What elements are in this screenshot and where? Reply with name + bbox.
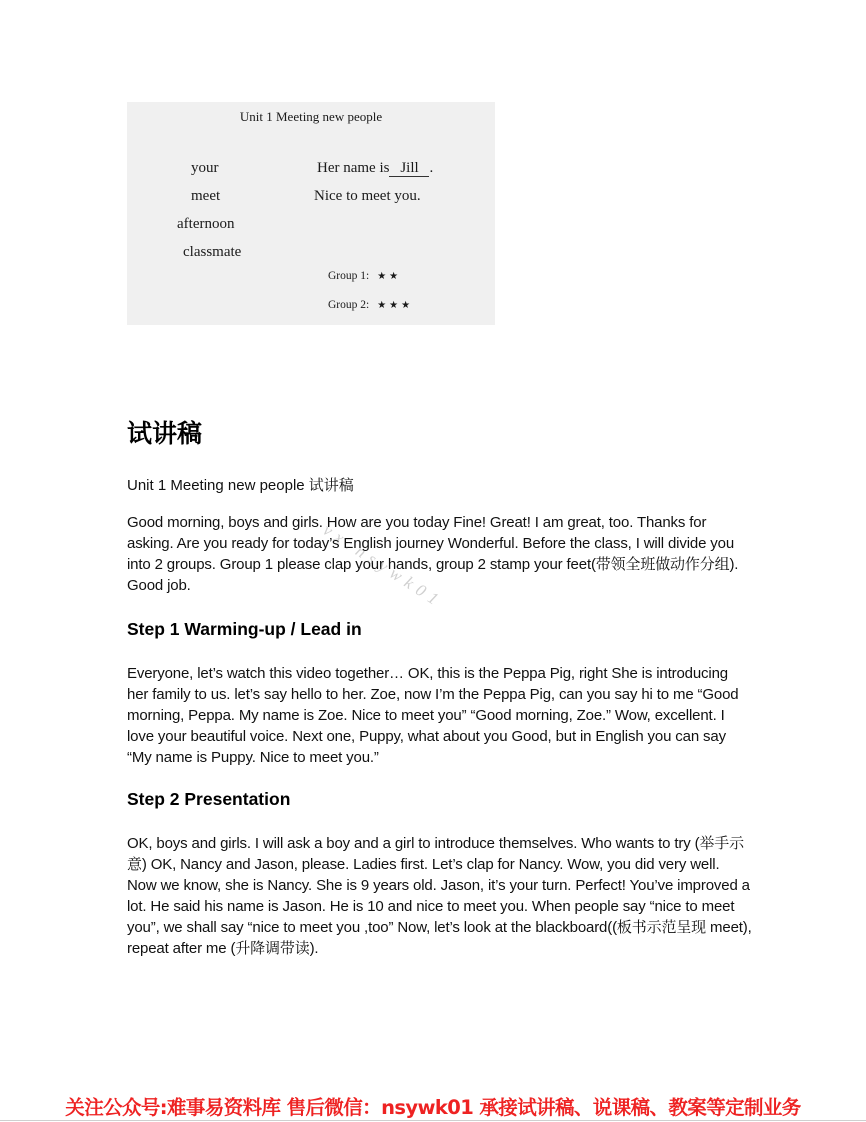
star-icons: ★★	[377, 271, 402, 282]
group-score-2	[328, 299, 413, 311]
name-blank: Jill	[389, 161, 429, 177]
step2-paragraph: OK, boys and girls. I will ask a boy and a girl to introduce themselves. Who wants to try (举手示意) OK, Nancy and Jason, please. Ladies first. Let’s clap for Nancy. Wow, you did very well. Now we know, she is Nancy. She is 9 years old. Jason, it’s your turn. Perfect! You’ve improved a lot. He said his name is Jason. He is 10 and nice to meet you. When people say “nice to meet you”, we shall say “nice to meet you ,too” Now, let’s look at the blackboard((板书示范呈现 meet), repeat after me (升降调带读).	[127, 835, 752, 957]
blackboard-word: meet	[191, 188, 221, 204]
blackboard-word: afternoon	[177, 216, 235, 232]
intro-paragraph: Good morning, boys and girls. How are you today Fine! Great! I am great, too. Thanks for asking. Are you ready for today’s English journey Wonderful. Before the class, I will divide you into 2 groups. Group 1 please clap your hands, group 2 stamp your feet(带领全班做动作分组). Good job.	[127, 514, 739, 594]
footer-promo-banner: 关注公众号:难事易资料库 售后微信：nsywk01 承接试讲稿、说课稿、教案等定制业务	[65, 1096, 801, 1119]
sentence-prefix: Her name is	[317, 160, 390, 176]
blackboard-image	[127, 102, 495, 325]
star-icons: ★★★	[377, 300, 414, 311]
document-title: 试讲稿	[127, 419, 203, 448]
group-score-1	[328, 270, 401, 282]
step1-paragraph: Everyone, let’s watch this video together… OK, this is the Peppa Pig, right She is introducing her family to us. let’s say hello to her. Zoe, now I’m the Peppa Pig, can you say hi to me “Good morning, Peppa. My name is Zoe. Nice to meet you” “Good morning, Zoe.” Wow, excellent. I love your beautiful voice. Next one, Puppy, what about you Good, but in English you can say “My name is Puppy. Nice to meet you.”	[127, 665, 739, 766]
blackboard-word: your	[191, 160, 219, 176]
footer-divider	[0, 1120, 866, 1121]
step2-heading: Step 2 Presentation	[127, 789, 291, 809]
blackboard-title: Unit 1 Meeting new people	[239, 109, 383, 124]
blackboard-sentence-1	[317, 160, 433, 177]
watermark-text: vx:nsywk01	[319, 520, 447, 612]
group-label: Group 1:	[328, 270, 370, 282]
blackboard-sentence-2: Nice to meet you.	[314, 188, 421, 204]
sentence-suffix: .	[429, 160, 434, 176]
blackboard-word: classmate	[183, 244, 242, 260]
group-label: Group 2:	[328, 299, 370, 311]
step1-heading: Step 1 Warming-up / Lead in	[127, 619, 362, 639]
document-subtitle: Unit 1 Meeting new people 试讲稿	[127, 477, 354, 494]
